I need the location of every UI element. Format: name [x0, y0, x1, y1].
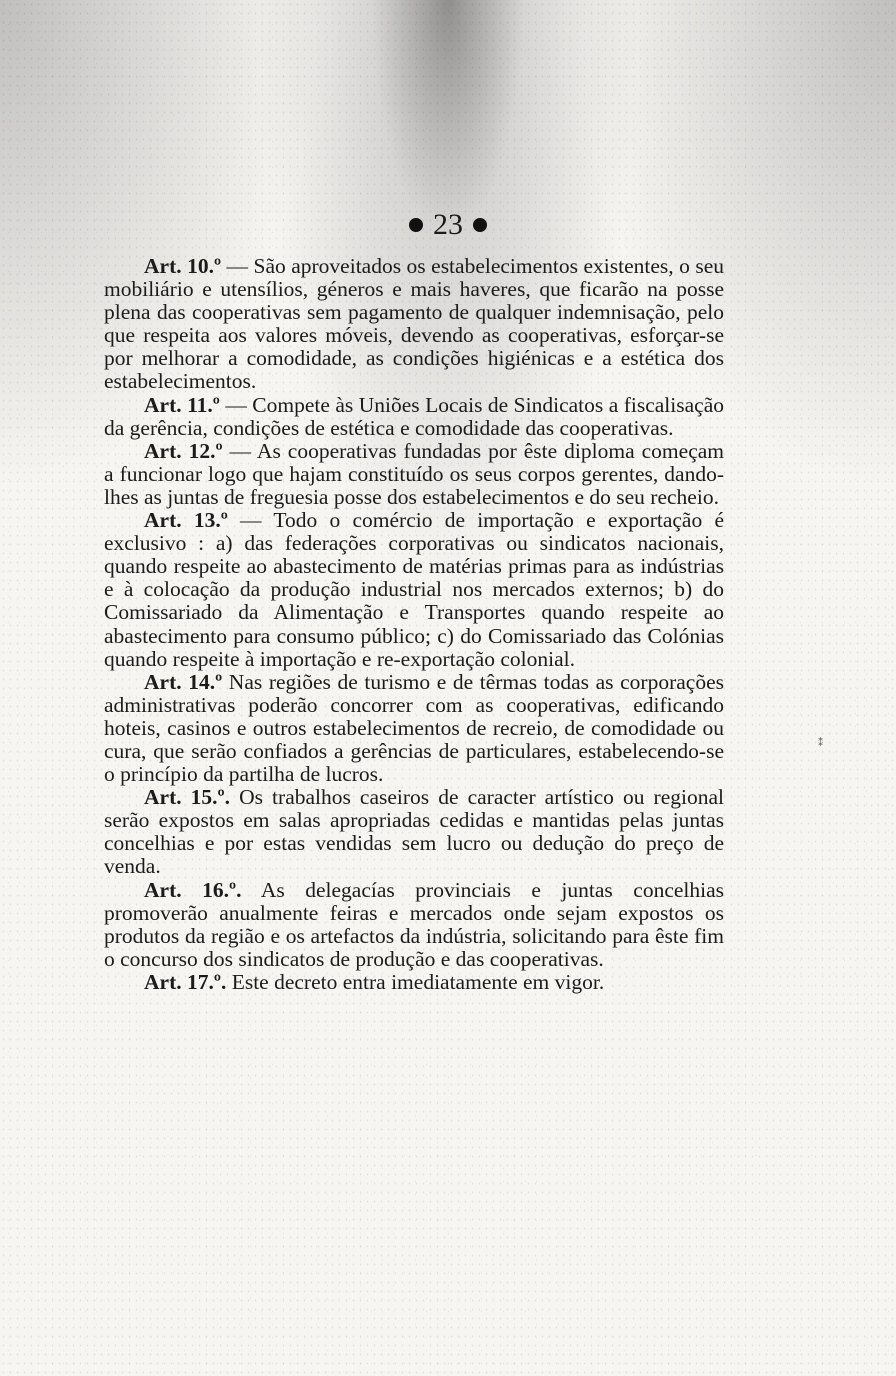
- decree-text: [104, 255, 724, 994]
- article-body: Este decreto entra imediatamente em vigor.: [226, 969, 605, 994]
- article-body: — Compete às Uniões Locais de Sindicatos a fiscalisação da gerência, condições de estética e comodidade das cooperativas.: [104, 392, 724, 440]
- margin-speck: ⁑: [818, 738, 823, 749]
- page-number: 23: [433, 208, 463, 241]
- article-16: [104, 879, 724, 971]
- article-13: [104, 509, 724, 671]
- article-heading: Art. 13.º: [144, 508, 228, 533]
- article-12: [104, 440, 724, 509]
- left-bullet-icon: [409, 218, 423, 232]
- article-body: — As cooperativas fundadas por êste diploma começam a funcionar logo que hajam constituído os seus corpos gerentes, dando-lhes as juntas de freguesia posse dos estabelecimentos e do seu recheio.: [104, 438, 725, 509]
- article-body: Nas regiões de turismo e de têrmas todas as corporações administrativas poderão concorrer com as cooperativas, edificando hoteis, casinos e outros estabelecimentos de recreio, de comodidade ou cura, que serão confiados a gerências de particulares, estabelecendo-se o princípio da partilha de lucros.: [104, 669, 725, 787]
- article-heading: Art. 14.º: [144, 669, 223, 694]
- right-bullet-icon: [473, 218, 487, 232]
- article-17: [104, 971, 724, 994]
- article-heading: Art. 15.º.: [144, 785, 231, 810]
- article-body: — Todo o comércio de importação e exportação é exclusivo : a) das federações corporativas ou sindicatos nacionais, quando respeite ao abastecimento de matérias primas para as indústrias e à colocação da produção industrial nos mercados externos; b) do Comissariado da Alimentação e Transportes quando respeite ao abastecimento para consumo público; c) do Comissariado das Colónias quando respeite à importação e re-exportação colonial.: [104, 508, 724, 671]
- article-body: As delegacías provinciais e juntas concelhias promoverão anualmente feiras e mercados onde sejam expostos os produtos da região e os artefactos da indústria, solicitando para êste fim o concurso dos sindicatos de produção e das cooperativas.: [104, 877, 725, 971]
- article-14: [104, 671, 724, 786]
- article-heading: Art. 12.º: [144, 438, 223, 463]
- article-heading: Art. 10.º: [144, 254, 222, 278]
- article-heading: Art. 17.º.: [144, 969, 227, 994]
- article-10: [104, 255, 724, 394]
- article-body: Os trabalhos caseiros de caracter artístico ou regional serão expostos em salas apropriadas cedidas e mantidas pelas juntas concelhias e por estas vendidas sem lucro ou dedução do preço de venda.: [104, 785, 725, 879]
- article-heading: Art. 16.º.: [144, 877, 242, 902]
- article-15: [104, 786, 724, 878]
- article-11: [104, 394, 724, 440]
- article-heading: Art. 11.º: [144, 392, 220, 417]
- page-header: [0, 208, 896, 242]
- article-body: — São aproveitados os estabelecimentos existentes, o seu mobiliário e utensílios, géneros e mais haveres, que ficarão na posse plena das cooperativas sem pagamento de qualquer indemnisação, pelo que respeita aos valores móveis, devendo as cooperativas, esforçar-se por melhorar a comodidade, as condições higiénicas e a estética dos estabelecimentos.: [104, 254, 724, 394]
